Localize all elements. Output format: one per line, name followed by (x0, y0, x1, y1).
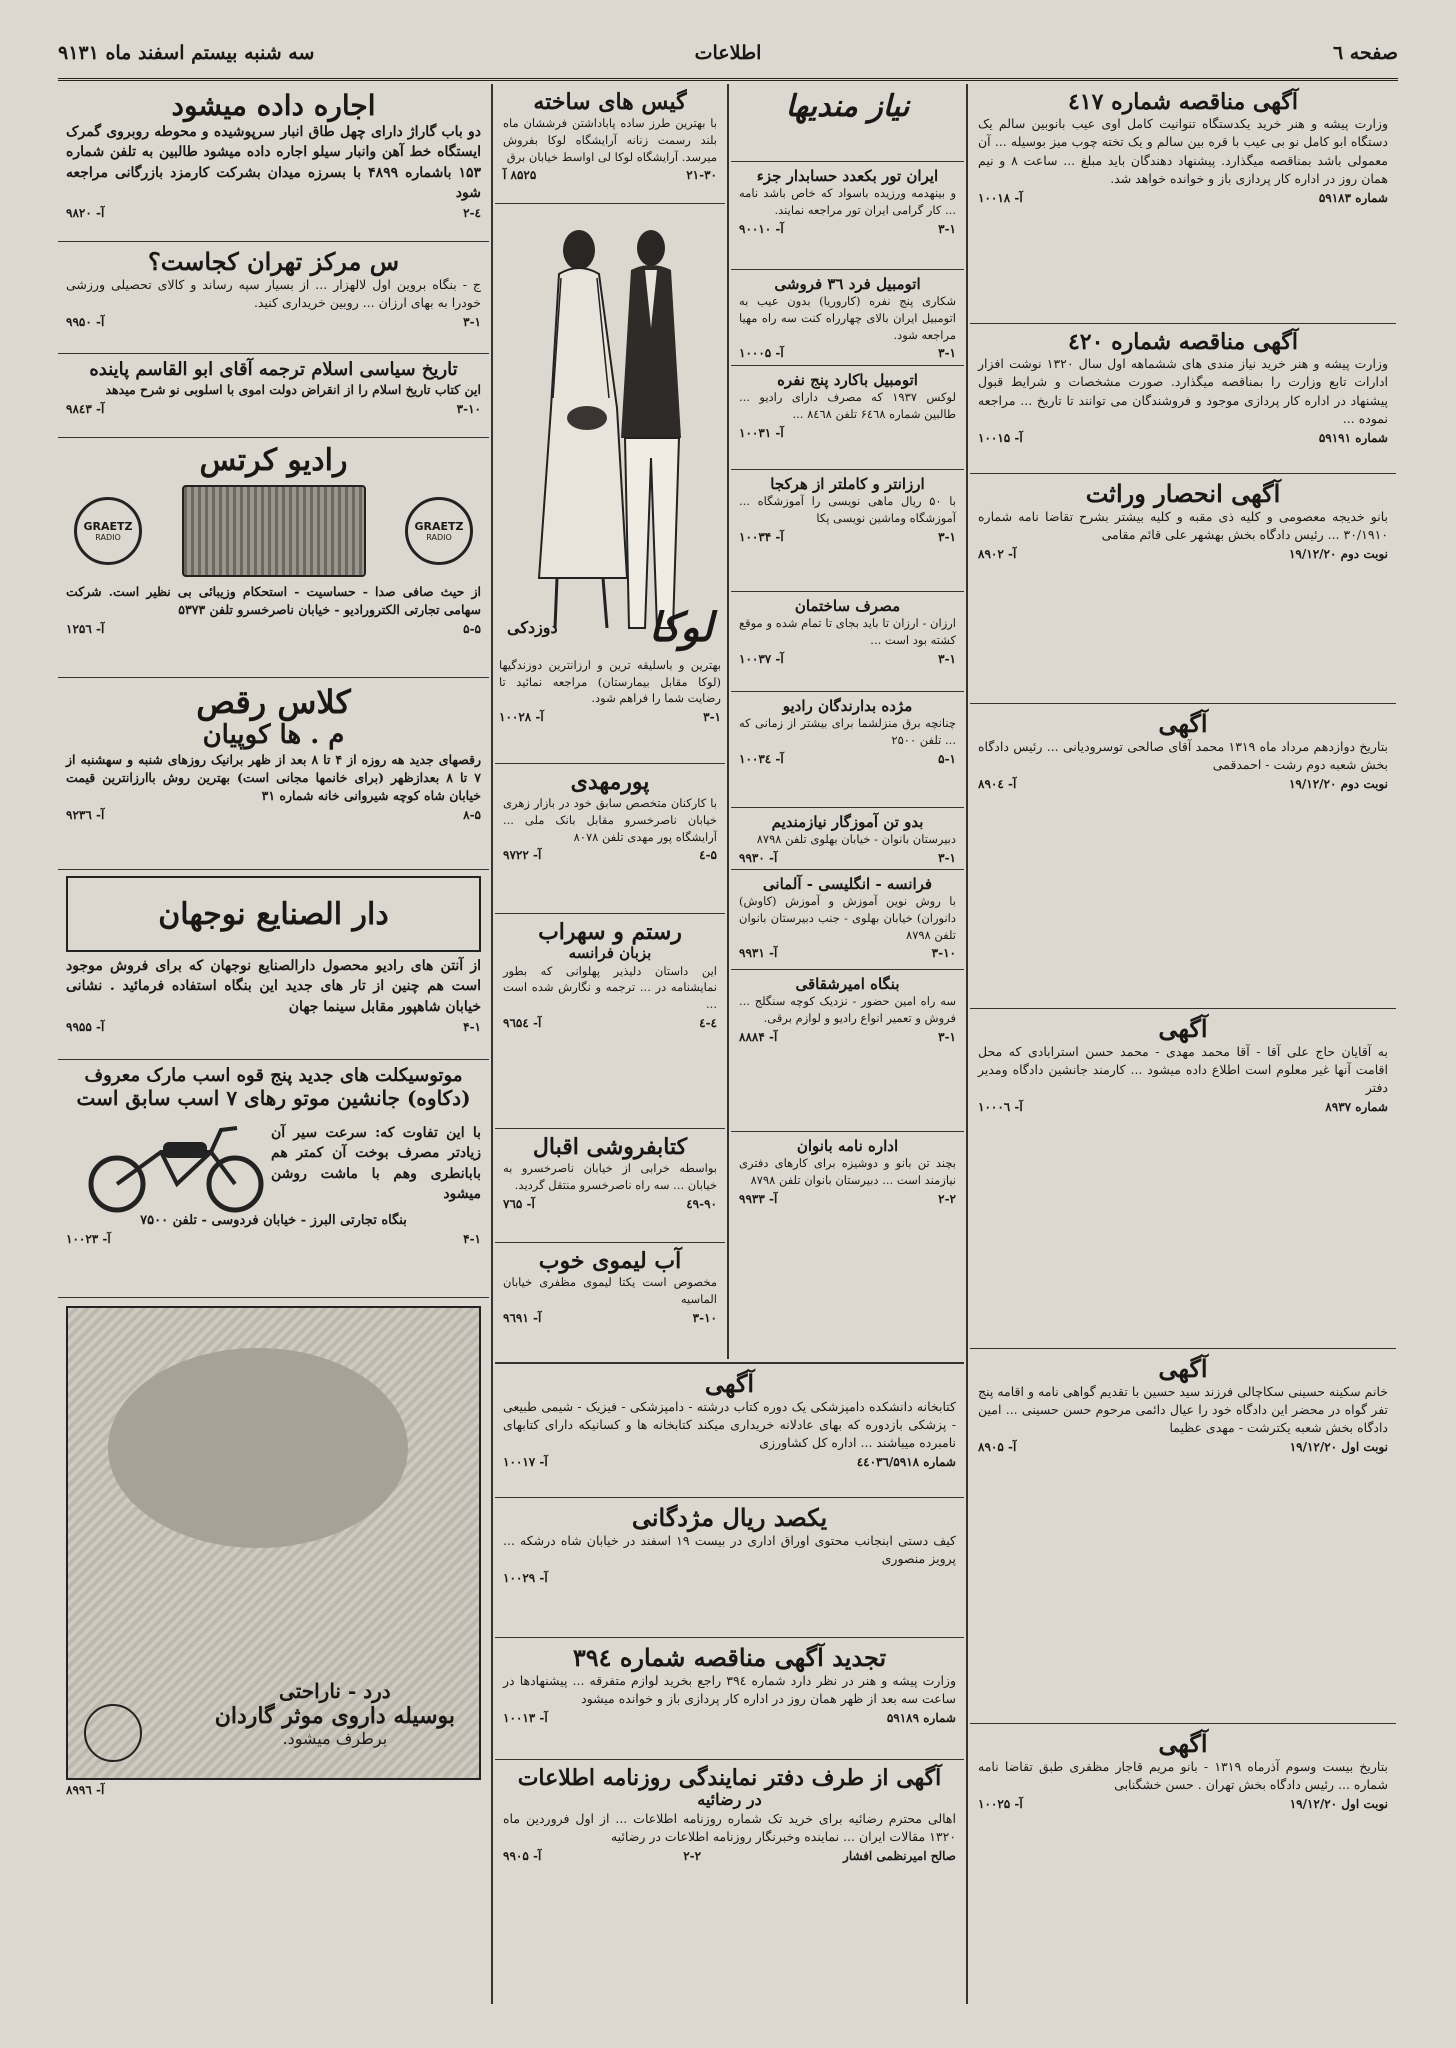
ad-code: آ- ۱۰۰۱۷ (503, 1454, 548, 1469)
ad-body: به آقایان حاج علی آقا - آقا محمد مهدی - محمد حسن استرابادی که محل اقامت آنها غیر معلوم است اطلاع داده میشود ... کارمند جانشین دادگاه ومدیر دفتر (978, 1043, 1388, 1095)
ad-body: دبیرستان بانوان - خیابان بهلوی تلفن ۸۷۹۸ (756, 832, 956, 847)
ad-body: با روش نوین آموزش و آموزش (کاوش) دانوران) خیابان بهلوی - جنب دبیرستان بانوان تلفن ۸۷۹۸ (739, 894, 956, 942)
ad-code: آ- ۹۸٤۳ (66, 401, 105, 416)
ad-number: نوبت دوم ۱۹/۱۲/۲۰ (1288, 546, 1388, 561)
slogan-line3: برطرف میشود. (282, 1729, 388, 1748)
ad-number: ۳-۱ (938, 529, 956, 544)
ad-code: آ- ۱۰۰۳۷ (739, 651, 784, 666)
brand-seal-icon (84, 1704, 142, 1762)
ad-construction (731, 592, 964, 692)
notice-rasht (970, 704, 1396, 1009)
ad-code: آ- ۱۰۰۰۵ (739, 346, 784, 361)
ad-code: آ- ۸۸۸۴ (739, 1029, 778, 1044)
ad-body: شکاری پنج نفره (کاروریا) بدون عیب به اتومبیل ایران بالای چهارراه کنت سه راه مهیا مراجعه شود. (739, 294, 956, 342)
ad-pourmahdi (495, 764, 725, 914)
ad-languages (731, 870, 964, 970)
slogan-line1: درد - ناراحتی (279, 1679, 391, 1703)
ad-title: مصرف ساختمان (794, 597, 901, 615)
wide-notices (495, 1362, 964, 1960)
ad-accountant (731, 162, 964, 270)
ad-code: آ- ۱۰۰۲۹ (503, 1570, 548, 1585)
ad-title: دار الصنایع نوجهان (158, 896, 389, 932)
ad-garage-rent (58, 84, 489, 242)
ad-code: آ- ۷٦۵ (503, 1196, 535, 1211)
ad-tehran-center (58, 242, 489, 354)
ad-number: شماره ۵۹۱۸۹ (886, 1710, 956, 1725)
ad-title: گیس های ساخته (533, 89, 687, 115)
ad-body: و بینهدمه ورزیده باسواد که خاص باشد نامه ... کار گرامی ایران تور مراجعه نمایند. (739, 186, 956, 217)
ad-code: آ- ۹۹۵۵ (66, 1019, 105, 1034)
ad-code: آ- ۱۰۰۲۳ (66, 1231, 111, 1246)
ad-women-office (731, 1132, 964, 1220)
notice-court (970, 1009, 1396, 1349)
ad-code: آ- ۱۰۰۲۸ (499, 710, 544, 725)
tender-notice-420 (970, 324, 1396, 474)
ad-subtitle: (دکاوه) جانشین موتو رهای ۷ اسب سابق است (76, 1085, 471, 1110)
ad-code: آ- ۹۷۲۲ (503, 848, 542, 863)
ad-lime-juice (495, 1243, 725, 1333)
ad-number: شماره ۵۹۱۹۱ (1318, 430, 1388, 445)
ad-number: ۴-۱ (463, 1019, 481, 1034)
medicine-illustration (66, 1306, 481, 1780)
ad-code: آ- ۱۰۰۳۱ (739, 425, 784, 440)
ad-nojahan (58, 870, 489, 1060)
brand-name: GRAETZ (414, 519, 464, 533)
fashion-illustration (499, 208, 721, 648)
ad-number: ۳-۱ (938, 850, 956, 865)
ad-number: ۴-۱ (463, 1231, 481, 1246)
column-display-ads (58, 84, 489, 1826)
medicine-text (215, 1679, 455, 1748)
ad-title: مژده بدارندگان رادیو (782, 697, 913, 715)
ad-code: آ- ۱۰۰۱۸ (978, 190, 1023, 205)
ad-title: س مرکز تهران کجاست؟ (147, 247, 400, 276)
ad-title: یکصد ریال مژدگانی (631, 1503, 828, 1532)
ad-dance-class (58, 678, 489, 870)
ad-number: نوبت دوم ۱۹/۱۲/۲۰ (1288, 776, 1388, 791)
ad-number: ۵-٤ (699, 848, 717, 863)
ad-number: ٤-٤ (699, 1015, 717, 1030)
ad-body: بانو خدیجه معصومی و کلیه ذی مقبه و کلیه بیشتر بشرح تقاضا نامه شماره ۳۰/۱۹۱۰ ... رئیس دادگاه بخش بهشهر علی قائم مقامی (978, 508, 1388, 542)
ad-title: اجاره داده میشود (171, 89, 376, 122)
paper-name: اطلاعات (694, 42, 762, 64)
ad-body: بتاریخ دوازدهم مرداد ماه ۱۳۱۹ محمد آقای صالحی توسرودیانی ... رئیس دادگاه بخش شعبه دوم رشت - احمدقمی (978, 738, 1388, 772)
ad-wigs (495, 84, 725, 204)
ad-body: از حیث صافی صدا - حساسیت - استحکام وزیبائی بی نظیر است. شرکت سهامی تجارتی الکترورادیو - خیابان ناصرخسرو تلفن ۵۳۷۳ (66, 583, 481, 617)
ad-number: ۸-۵ (463, 808, 481, 823)
ad-number: نوبت اول ۱۹/۱۲/۲۰ (1289, 1439, 1388, 1454)
ad-body: از آنتن های رادیو محصول دارالصنایع نوجهان که برای فروش موجود است هم چنین از تار های جدید این بنگاه استفاده فرمائید . نشانی خیابان شاهپور مقابل سینما جهان (66, 958, 481, 1015)
ad-body: ج - بنگاه بروین اول لالهزار ... از بسیار سپه رساند و کالای تحصیلی ورزشی خودرا به بهای ارزان ... روبین خریداری کنید. (66, 276, 481, 310)
ad-motorcycles (58, 1060, 489, 1298)
ad-number: ۳-۱۰ (931, 946, 956, 961)
nojahan-banner (66, 876, 481, 952)
ad-body: این کتاب تاریخ اسلام را از انقراض دولت اموی با اسلوبی نو شرح میدهد (105, 381, 481, 397)
ad-body: دو باب گاراژ دارای چهل طاق انبار سرپوشیده و محوطه روبروی گمرک ایستگاه خط آهن وانبار سیلو اجاره داده میشود طالبین به تلفن شماره ۱۵۳ باشماره ۴۸۹۹ با بسرزه میدان بشرکت کارمزد بازرگانی مراجعه شود (66, 124, 481, 202)
ad-title: ایران تور بکعدد حسابدار جزء (756, 167, 939, 185)
ad-title: تجدید آگهی مناقصه شماره ۳۹٤ (572, 1643, 887, 1672)
ad-title: آگهی (1158, 1729, 1208, 1758)
ad-code: آ- ۹۹۰۵ (503, 1848, 542, 1863)
luka-logo: لوکا (648, 604, 713, 651)
ad-number: شماره ۵۹۱۸۳ (1318, 190, 1388, 205)
notice-maryam (970, 1724, 1396, 1994)
ad-title: اتومبیل باکارد پنج نفره (777, 371, 918, 389)
ad-tender-394 (495, 1638, 964, 1760)
tailor-label: دوزدکی (507, 618, 558, 637)
ad-number: ۲-۲ (938, 1191, 956, 1206)
ad-rezaieh-office (495, 1760, 964, 1960)
ad-title: اداره نامه بانوان (796, 1137, 899, 1155)
ad-title: اتومبیل فرد ٣٦ فروشی (774, 275, 921, 293)
ad-gardan-medicine (58, 1298, 489, 1826)
ad-code: آ- ۱۲۵٦ (66, 621, 105, 636)
ad-number: ۳-۱۰ (456, 401, 481, 416)
ad-body: وزارت پیشه و هنر خرید یکدستگاه تنوانیت کامل اوی عیب بانوبین سالم یک دستگاه ابو کامل نو بی عیب با قره بین سالم و یک تخته چوب میز بوسیله ... آن معمولی باشد بمناقصه میگذارد. پیشنهاد دهندگان باید مبلغ ... ساعت ۸ و نیم همان روز در اداره کار پردازی باز و خوانده خواهد شد. (978, 116, 1388, 186)
ad-teacher: م . ها کوپیان (202, 719, 345, 750)
ad-typing-school (731, 470, 964, 592)
ad-body: بچند تن بانو و دوشیزه برای کارهای دفتری نیازمند است ... دبیرستان بانوان تلفن ۸۷۹۸ (739, 1156, 956, 1187)
ad-number: ۳-۱۰ (692, 1310, 717, 1325)
ad-body: سه راه امین حضور - نزدیک کوچه سنگلج ... فروش و تعمیر انواع رادیو و لوازم برقی. (739, 994, 956, 1025)
ad-body: کیف دستی ابنجانب محتوی اوراق اداری در بیست ۱۹ اسفند در خیابان شاه درشکه ... پرویز منصوری (503, 1532, 956, 1566)
ad-graetz-radio (58, 438, 489, 678)
graetz-logo-left (74, 497, 142, 565)
ad-body: وزارت پیشه و هنر در نظر دارد شماره ۳۹٤ راجع بخرید لوازم متفرقه ... پیشنهادها در ساعت سه بعد از ظهر همان روز در اداره کار پردازی باز و خوانده میشود (503, 1672, 956, 1706)
ad-code: ۸۵۲۵ آ (503, 168, 537, 183)
ad-body: با کارکنان متخصص سابق خود در بازار زهری خیابان ناصرخسرو مقابل بانک ملی ... آرایشگاه پور مهدی تلفن ۸۰۷۸ (503, 796, 717, 844)
ad-title: آگهی انحصار وراثت (1085, 479, 1281, 508)
face-image (108, 1348, 408, 1548)
ad-title: رادیو کرتس (199, 443, 348, 478)
slogan-line2: بوسیله داروی موثر گاردان (214, 1703, 455, 1729)
ad-body: خانم سکینه حسینی سکاچالی فرزند سید حسین با تقدیم گواهی نامه و اقامه پنج تفر گواه در محضر این دادگاه خود را عیال دائمی مرحوم حسن حسینی ... امین دادگاه بخش شعبه یکترشت - مهدی عظیما (978, 1383, 1388, 1435)
ad-code: آ- ۱۰۰۰٦ (978, 1099, 1023, 1114)
ad-number: ۵-۵ (463, 621, 481, 636)
ad-title: آگهی مناقصه شماره ٤٢٠ (1067, 329, 1298, 355)
ad-body: بتاریخ بیست وسوم آذرماه ۱۳۱۹ - بانو مریم قاجار مظفری طبق تقاضا نامه شماره ... رئیس دادگاه بخش تهران . حسن خشگنابی (978, 1758, 1388, 1792)
ad-code: آ- ۹۹۳۱ (739, 946, 778, 961)
ad-number: ۲۱-۳۰ (686, 168, 717, 183)
ad-reward (495, 1498, 964, 1638)
brand-sub: RADIO (426, 532, 452, 542)
ad-code: آ- ۹۰۰۱۰ (739, 221, 784, 236)
ad-body: این داستان دلیذیر پهلوانی که بطور نمایشنامه در ... ترجمه و نگارش شده است ... (503, 963, 717, 1011)
ad-title: تاریخ سیاسی اسلام ترجمه آقای ابو القاسم پاینده (89, 359, 458, 380)
ad-title: آگهی (1158, 709, 1208, 738)
ad-title: کتابفروشی اقبال (532, 1134, 688, 1160)
ad-code: آ- ۱۰۰۱۵ (978, 430, 1023, 445)
motorcycle-icon (81, 1114, 271, 1214)
ad-subtitle: بزبان فرانسه (568, 944, 652, 963)
ad-body: با این تفاوت که: سرعت سیر آن زیادتر مصرف بوخت آن کمتر هم بابانطری وهم با ماشت روشن میشود (271, 1125, 481, 1202)
ad-rostam-sohrab (495, 914, 725, 1129)
ad-body: اهالی محترم رضائیه برای خرید تک شماره روزنامه اطلاعات ... از اول فروردین ماه ۱۳۲۰ مقالات ایران ... نماینده وخبرنگار روزنامه اطلاعات در رضائیه (503, 1810, 956, 1844)
ad-title: آگهی (1158, 1354, 1208, 1383)
ad-title: ارزانتر و کاملتر از هرکجا (770, 475, 925, 493)
ad-address: بنگاه تجارتی البرز - خیابان فردوسی - تلفن ۷۵۰۰ (140, 1212, 407, 1228)
ad-title: کلاس رقص (196, 683, 351, 721)
ad-title: پورمهدی (570, 769, 650, 795)
classifieds-header (731, 84, 964, 162)
ad-number: ۳-۱ (938, 221, 956, 236)
ad-title: آگهی (1158, 1014, 1208, 1043)
ad-title: بنگاه امیرشقاقی (795, 975, 900, 993)
ad-number: شماره ٤٤٠۳٦/۵۹۱۸ (856, 1454, 956, 1469)
ad-number: شماره ۸۹۳۷ (1325, 1099, 1388, 1114)
column-classifieds (731, 84, 964, 1220)
tender-notice-417 (970, 84, 1396, 324)
ad-body: وزارت پیشه و هنر خرید نیاز مندی های ششماهه اول سال ۱۳۲۰ نوشت افزار ادارات تابع وزارت را بمناقصه میگذارد. صورت مشخصات و شرایط قبول پیشنهاد در اداره کار پردازی موجود و فروشندگان می توانند تا تاریخ ... مراجعه نموده ... (978, 356, 1389, 426)
column-legal-notices (970, 84, 1396, 1994)
ad-code: آ- ۸۹۰۲ (978, 546, 1017, 561)
ad-body: بواسطه خرابی از خیابان ناصرخسرو به خیابان ... سه راه ناصرخسرو منتقل گردید. (503, 1161, 717, 1192)
ad-vet-library (495, 1364, 964, 1498)
ad-radio-owners (731, 692, 964, 808)
ad-body: با ۵۰ ریال ماهی نویسی را آموزشگاه ... آموزشگاه وماشین نویسی پکا (739, 494, 956, 525)
radio-set-image (182, 485, 366, 577)
ad-code: آ- ۱۰۰۱۳ (503, 1710, 548, 1725)
ad-code: آ- ۱۰۰۳٤ (739, 751, 784, 766)
ad-two-teachers (731, 808, 964, 870)
ad-title: آگهی (704, 1369, 755, 1398)
ad-number: ٤-٢ (463, 206, 481, 221)
ad-signature: صالح امیرنظمی افشار (843, 1848, 956, 1863)
ad-title: آگهی از طرف دفتر نمایندگی روزنامه اطلاعات (517, 1765, 942, 1791)
ad-eghbal-bookstore (495, 1129, 725, 1243)
ad-body: کتابخانه دانشکده دامپزشکی یک دوره کتاب درشته - دامپزشکی - فیزیک - شیمی طبیعی - پزشکی بازدوره که بهای عادلانه خریداری میکند کتابخانه ها و کسانیکه دارای کتابهای نامبرده میباشند ... اداره کل کشاورزی (503, 1398, 956, 1450)
ad-body: مخصوص است یکتا لیموی مظفری خیابان الماسیه (503, 1275, 717, 1306)
ad-code: آ- ۸۹۰۵ (978, 1439, 1017, 1454)
inheritance-notice (970, 474, 1396, 704)
ad-number: ۳-۱ (938, 346, 956, 361)
ad-code: آ- ۹٦۵٤ (503, 1015, 542, 1030)
ad-title: فرانسه - انگلیسی - آلمانی (762, 875, 933, 893)
ad-code: آ- ۹۹۵۰ (66, 314, 105, 329)
notice-sakine (970, 1349, 1396, 1724)
ad-code: آ- ۹۹۳۰ (739, 850, 778, 865)
ad-code: آ- ۱۰۰۳۴ (739, 529, 784, 544)
ad-code: آ- ۹۹۳۳ (739, 1191, 778, 1206)
issue-date: سه شنبه بیستم اسفند ماه ۹۱۳۱ (58, 42, 315, 64)
ad-number: ۳-۱ (938, 651, 956, 666)
ad-body: با بهترین طرز ساده پاباداشتن فرششان ماه بلند رسمت زنانه آرایشگاه لوکا بفروش میرسد. آرایشگاه لوکا لی اواسط خیابان برق (503, 116, 717, 164)
ad-number: ۹۰-٤۹ (686, 1196, 717, 1211)
ad-packard-car (731, 366, 964, 470)
section-title: نیاز مندیها (785, 89, 910, 124)
brand-name: GRAETZ (83, 519, 133, 533)
ad-islam-history (58, 354, 489, 438)
ad-code: آ- ۸۹۰٤ (978, 776, 1017, 791)
ad-title: رستم و سهراب (538, 919, 682, 945)
ad-number: ۳-۱ (463, 314, 481, 329)
ad-code: آ- ۹۸۲۰ (66, 206, 105, 221)
ad-title: آب لیموی خوب (538, 1248, 682, 1274)
ad-title: آگهی مناقصه شماره ٤١٧ (1067, 89, 1298, 115)
ad-body: بهترین و باسلیقه ترین و ارزانترین دوزندگیها (لوکا مقابل بیمارستان) مراجعه نمائید تا رضایت شما را فراهم شود. (499, 658, 721, 706)
ad-title: موتوسیکلت های جدید پنج قوه اسب مارک معروف (84, 1065, 463, 1086)
ad-number: ۳-۱ (938, 1029, 956, 1044)
ad-luka-tailor (495, 204, 725, 764)
ad-code: آ- ۹٦۹۱ (503, 1310, 542, 1325)
graetz-logo-right (405, 497, 473, 565)
ad-number: ۲-۲ (683, 1848, 702, 1863)
ad-number: ۳-۱ (703, 710, 721, 725)
ad-code: آ- ۹۲۳٦ (66, 808, 105, 823)
ad-code: آ- ۱۰۰۲۵ (978, 1796, 1023, 1811)
ad-ford-car (731, 270, 964, 366)
masthead (58, 34, 1398, 81)
column-center (495, 84, 725, 1333)
ad-subtitle: در رضائیه (697, 1790, 762, 1810)
ad-body: چنانچه برق منزلشما برای بیشتر از زمانی که ... تلفن ۲۵۰۰ (739, 716, 956, 747)
ad-body: رقصهای جدید هه روزه از ۴ تا ۸ بعد از ظهر برانیک روزهای شنبه و سهشنبه از ۷ تا ۸ بعدازظهر (برای خانمها مجانی است) بهترین روش باارزانترین قیمت خیابان شاه کوچه شیروانی خانه شماره ۳۱ (66, 751, 481, 803)
page-number: صفحه ٦ (1332, 42, 1398, 64)
brand-sub: RADIO (95, 532, 121, 542)
ad-body: ارزان - ارزان تا باید بجای تا تمام شده و موقع کشته بود است ... (739, 616, 956, 647)
ad-code: آ- ۸۹۹٦ (66, 1783, 105, 1797)
ad-number: ۵-۱ (938, 751, 956, 766)
ad-number: نوبت اول ۱۹/۱۲/۲۰ (1289, 1796, 1388, 1811)
ad-title: بدو تن آموزگار نیازمندیم (771, 813, 924, 831)
ad-body: لوکس ۱۹۳۷ که مصرف دارای رادیو ... طالبین شماره ۶٤٦۸ تلفن ۸٤٦۸ ... (739, 390, 956, 421)
ad-amir-shaghaghi (731, 970, 964, 1132)
